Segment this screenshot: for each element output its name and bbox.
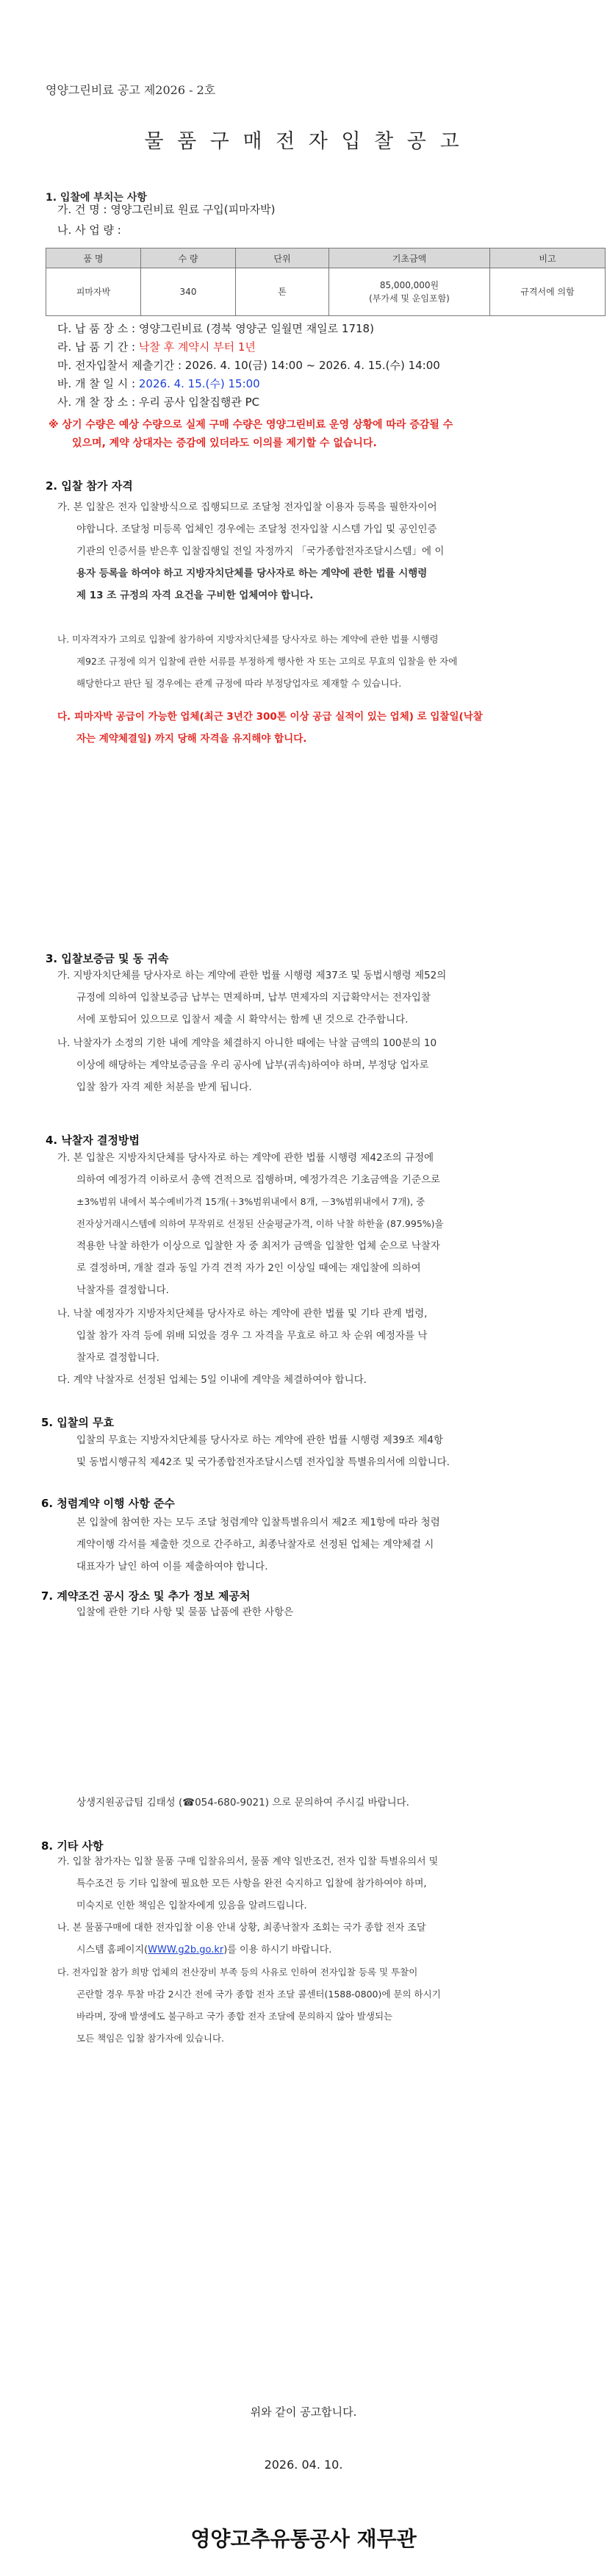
closing-text: 위와 같이 공고합니다. [250,2405,357,2419]
table-cell: 피마자박 [46,268,141,316]
base-price: 85,000,000원 [379,280,439,290]
section-2-heading: 2. 입찰 참가 자격 [46,479,133,493]
table-header: 비고 [490,248,606,268]
delivery-place: 다. 납 품 장 소 : 영양그린비료 (경북 영양군 일월면 재일로 1718) [57,322,374,335]
section-3-heading: 3. 입찰보증금 및 동 귀속 [46,952,169,965]
section-5-body: 입찰의 무효는 지방자치단체를 당사자로 하는 계약에 관한 법률 시행령 제39조 제4항 및 동법시행규칙 제42조 및 국가종합전자조달시스템 전자입찰 특별유의서에 의합니다. [76,1434,450,1468]
delivery-period: 라. 납 품 기 간 : 낙찰 후 계약시 부터 1년 [57,340,256,354]
section-8-item-ga: 가. 입찰 참가자는 입찰 물품 구매 입찰유의서, 물품 계약 일반조건, 전자 입찰 특별유의서 및 특수조건 등 기타 입찰에 필요한 모든 사항을 완전 숙지하고 입찰에 참가하여야 하며, 미숙지로 인한 책임은 입찰자에게 있음을 알려드립니다. [57,1856,439,1911]
section-2-item-ga: 가. 본 입찰은 전자 입찰방식으로 집행되므로 조달청 전자입찰 이용자 등록을 필한자이어 야합니다. 조달청 미등록 업체인 경우에는 조달청 전자입찰 시스템 가입 및 공인인증 기관의 인증서를 받은후 입찰집행일 전일 자정까지 「국가종합전자조달시스템」에 이 용자 등록을 하여야 하고 지방자치단체를 당사자로 하는 계약에 관한 법률 시행령 제 13 조 규정의 자격 요건을 구비한 업체여야 합니다. [57,501,445,601]
table-header: 기초금액 [329,248,490,268]
section-4-heading: 4. 낙찰자 결정방법 [46,1134,140,1147]
section-4-item-da: 다. 계약 낙찰자로 선정된 업체는 5일 이내에 계약을 체결하여야 합니다. [57,1374,367,1386]
section-2-item-na: 나. 미자격자가 고의로 입찰에 참가하여 지방자치단체를 당사자로 하는 계약에 관한 법률 시행령 제92조 규정에 의거 입찰에 관한 서류를 부정하게 행사한 자 또는 고의로 무효의 입찰을 한 자에 해당한다고 판단 될 경우에는 관계 규정에 따라 부정당업자로 제재할 수 있습니다. [57,634,458,689]
section-5-heading: 5. 입찰의 무효 [41,1416,115,1429]
opening-datetime: 바. 개 찰 일 시 : 2026. 4. 15.(수) 15:00 [57,377,260,390]
notice-date: 2026. 04. 10. [264,2458,343,2472]
quantity-warning-1: ※ 상기 수량은 예상 수량으로 실제 구매 수량은 영양그린비료 운영 상황에 따라 증감될 수 [49,419,453,431]
section-4-item-na: 나. 낙찰 예정자가 지방자치단체를 당사자로 하는 계약에 관한 법률 및 기타 관계 법령, 입찰 참가 자격 등에 위배 되었을 경우 그 자격을 무효로 하고 차 순위 예정자를 낙 찰자로 결정합니다. [57,1308,428,1364]
table-header: 단위 [236,248,329,268]
spec-table [46,248,606,316]
table-cell [329,268,490,316]
base-price-note: (부가세 및 운임포함) [369,293,450,304]
section-4-item-ga: 가. 본 입찰은 지방자치단체를 당사자로 하는 계약에 관한 법률 시행령 제42조의 규정에 의하여 예정가격 이하로서 총액 견적으로 집행하며, 예정가격은 기초금액을 기준으로 ±3%범위 내에서 복수예비가격 15개(＋3%범위내에서 8개, －3%범위내에서 7개), 중 전자상거래시스템에 의하여 무작위로 선정된 산술평균가격, 이하 낙찰 하한율 (87.995%)을 적용한 낙찰 하한가 이상으로 입찰한 자 중 최저가 금액을 입찰한 업체 순으로 낙찰자 로 결정하며, 개찰 결과 동일 가격 견적 자가 2인 이상일 때에는 재입찰에 의하여 낙찰자를 결정합니다. [57,1152,444,1296]
table-header: 수 량 [141,248,236,268]
g2b-link[interactable]: WWW.g2b.go.kr [148,1944,224,1956]
section-2-item-da: 다. 피마자박 공급이 가능한 업체(최근 3년간 300톤 이상 공급 실적이 있는 업체) 로 입찰일(낙찰 자는 계약체결일) 까지 당해 자격을 유지해야 합니다. [57,711,483,745]
table-header: 품 명 [46,248,141,268]
opening-place: 사. 개 찰 장 소 : 우리 공사 입찰집행관 PC [57,396,260,409]
section-1-heading: 1. 입찰에 부치는 사항 [46,192,147,204]
bid-submission-period: 마. 전자입찰서 제출기간 : 2026. 4. 10(금) 14:00 ~ 2026. 4. 15.(수) 14:00 [57,359,440,372]
section-8-heading: 8. 기타 사항 [41,1839,104,1853]
section-3-item-na: 나. 낙찰자가 소정의 기한 내에 계약을 체결하지 아니한 때에는 낙찰 금액의 100분의 10 이상에 해당하는 계약보증금을 우리 공사에 납부(귀속)하여야 하며, 부정당 업자로 입찰 참가 자격 제한 처분을 받게 됩니다. [57,1037,437,1093]
signature: 영양고추유통공사 재무관 [190,2527,417,2551]
section-6-body: 본 입찰에 참여한 자는 모두 조달 청렴계약 입찰특별유의서 제2조 제1항에 따라 청렴 계약이행 각서를 제출한 것으로 간주하고, 최종낙찰자로 선정된 업체는 계약체결 시 대표자가 날인 하여 이를 제출하여야 합니다. [76,1517,440,1573]
contact-info: 상생지원공급팀 김태성 (☎054-680-9021) 으로 문의하여 주시길 바랍니다. [76,1797,409,1808]
table-cell: 톤 [236,268,329,316]
section-3-item-ga: 가. 지방자치단체를 당사자로 하는 계약에 관한 법률 시행령 제37조 및 동법시행령 제52의 규정에 의하여 입찰보증금 납부는 면제하며, 납부 면제자의 지급확약서는 전자입찰 서에 포함되어 있으므로 입찰서 제출 시 확약서는 함께 낸 것으로 간주합니다. [57,970,447,1026]
page-title: 물 품 구 매 전 자 입 찰 공 고 [144,130,463,153]
quantity-warning-2: 있으며, 계약 상대자는 증감에 있더라도 이의를 제기할 수 없습니다. [72,437,377,449]
section-8-item-da: 다. 전자입찰 참가 희망 업체의 전산장비 부족 등의 사유로 인하여 전자입찰 등록 및 투찰이 곤란할 경우 투찰 마감 2시간 전에 국가 종합 전자 조달 콜센터(1588-0800)에 문의 하시기 바라며, 장애 발생에도 불구하고 국가 종합 전자 조달에 문의하지 않아 발생되는 모든 책임은 입찰 참가자에 있습니다. [57,1967,441,2044]
section-7-body: 입찰에 관한 기타 사항 및 물품 납품에 관한 사항은 [76,1606,294,1618]
section-7-heading: 7. 계약조건 공시 장소 및 추가 정보 제공처 [41,1589,251,1603]
item-quantity: 나. 사 업 량 : [57,223,121,237]
section-6-heading: 6. 청렴계약 이행 사항 준수 [41,1497,175,1510]
table-cell: 규격서에 의함 [490,268,606,316]
notice-number: 영양그린비료 공고 제2026 - 2호 [46,83,216,97]
section-8-item-na: 나. 본 물품구매에 대한 전자입찰 이용 안내 상황, 최종낙찰자 조회는 국가 종합 전자 조달 시스템 홈페이지(WWW.g2b.go.kr)를 이용 하시기 바랍니다. [57,1922,426,1956]
item-name: 가. 건 명 : 영양그린비료 원료 구입(피마자박) [57,203,276,216]
table-cell: 340 [141,268,236,316]
table-row [46,268,606,316]
